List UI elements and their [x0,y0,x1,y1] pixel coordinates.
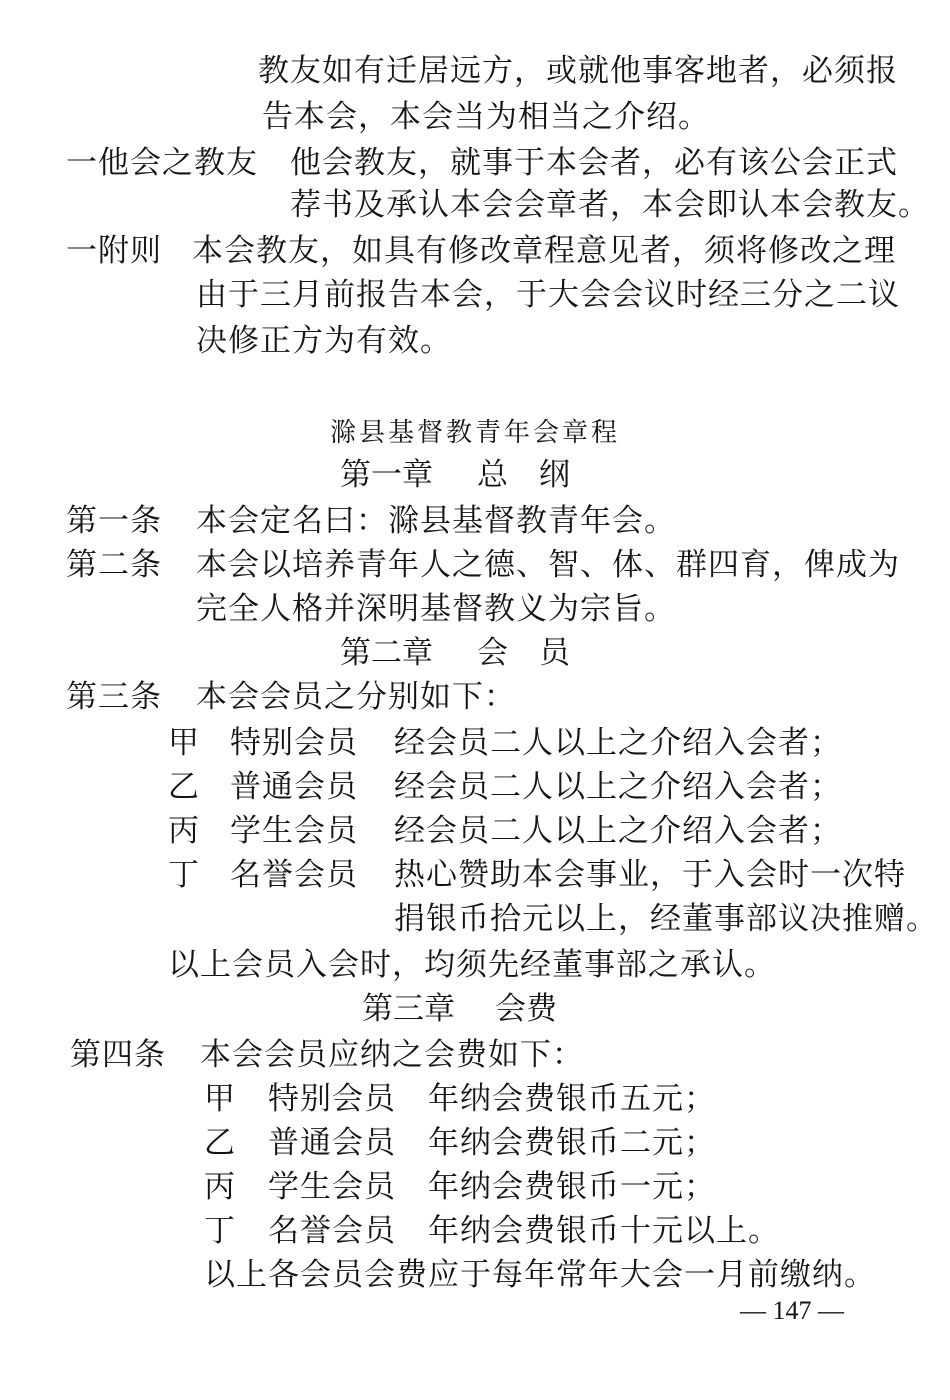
article-3-item-desc: 经会员二人以上之介绍入会者； [394,813,842,849]
intro-line-2: 告本会，本会当为相当之介绍。 [262,99,710,135]
article-3-item-desc-continued: 捐银币拾元以上，经董事部议决推赠。 [394,901,938,937]
article-3-item-type: 学生会员 [230,813,358,849]
article-3-item-mark: 丁 [168,857,200,893]
other-members-line-2: 荐书及承认本会会章者，本会即认本会教友。 [290,187,930,223]
page-number: — 147 — [740,1296,844,1325]
article-3-label: 第三条 [66,679,162,715]
appendix-line-2: 由于三月前报告本会，于大会会议时经三分之二议 [196,277,900,313]
article-3-item-type: 普通会员 [230,769,358,805]
article-4-note: 以上各会员会费应于每年常年大会一月前缴纳。 [204,1257,876,1293]
chapter-2-heading [340,634,570,672]
article-3-item-desc: 经会员二人以上之介绍入会者； [394,769,842,805]
article-3-item-type: 特别会员 [230,725,358,761]
chapter-3-number: 第三章 [362,991,455,1027]
article-3-item-desc: 经会员二人以上之介绍入会者； [394,725,842,761]
article-2-label: 第二条 [66,547,162,583]
article-4-item-type: 特别会员 [268,1081,396,1117]
other-members-line-1: 他会教友，就事于本会者，必有该公会正式 [290,145,898,181]
appendix-label: 一附则 [66,233,162,269]
article-4-item-type: 普通会员 [268,1125,396,1161]
article-2-line-2: 完全人格并深明基督教义为宗旨。 [196,591,676,627]
article-3-item-mark: 甲 [168,725,200,761]
article-1-label: 第一条 [66,503,162,539]
article-4-item-mark: 丁 [204,1213,236,1249]
article-4-item-desc: 年纳会费银币五元； [428,1081,716,1117]
article-4-item-desc: 年纳会费银币二元； [428,1125,716,1161]
other-members-label: 一他会之教友 [66,145,258,181]
chapter-1-name: 总 纲 [477,457,570,493]
article-3-item-desc: 热心赞助本会事业，于入会时一次特 [394,857,906,893]
intro-line-1: 教友如有迁居远方，或就他事客地者，必须报 [258,53,898,89]
article-4-item-desc: 年纳会费银币十元以上。 [428,1213,780,1249]
article-4-item-mark: 乙 [204,1125,236,1161]
chapter-2-number: 第二章 [340,635,433,671]
article-4-item-desc: 年纳会费银币一元； [428,1169,716,1205]
chapter-2-name: 会 员 [477,635,570,671]
article-4-item-type: 学生会员 [268,1169,396,1205]
article-3-item-mark: 乙 [168,769,200,805]
chapter-1-number: 第一章 [340,457,433,493]
chapter-3-heading [362,990,557,1028]
article-4-item-type: 名誉会员 [268,1213,396,1249]
article-1-text: 本会定名曰：滁县基督教青年会。 [196,503,676,539]
article-3-item-mark: 丙 [168,813,200,849]
article-4-item-mark: 甲 [204,1081,236,1117]
article-2-line-1: 本会以培养青年人之德、智、体、群四育，俾成为 [196,547,900,583]
article-4-label: 第四条 [70,1037,166,1073]
article-3-item-type: 名誉会员 [230,857,358,893]
document-title: 滁县基督教青年会章程 [329,418,620,448]
chapter-1-heading [340,456,570,494]
article-4-item-mark: 丙 [204,1169,236,1205]
appendix-line-3: 决修正方为有效。 [196,323,452,359]
article-3-note: 以上会员入会时，均须先经董事部之承认。 [168,947,776,983]
article-3-text: 本会会员之分别如下： [196,679,516,715]
chapter-3-name: 会费 [495,991,557,1027]
article-4-text: 本会会员应纳之会费如下： [200,1037,584,1073]
appendix-line-1: 本会教友，如具有修改章程意见者，须将修改之理 [192,233,896,269]
